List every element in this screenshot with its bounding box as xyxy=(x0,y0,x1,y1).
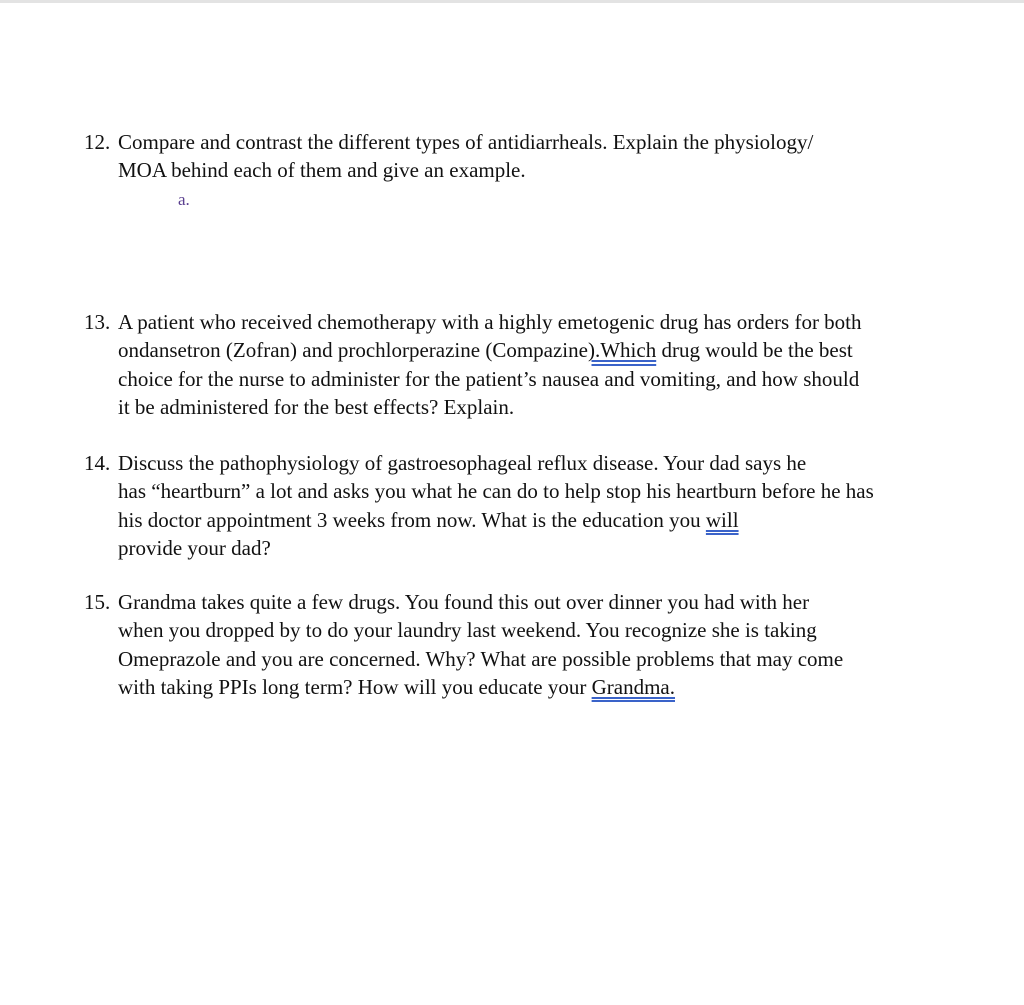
question-number: 15. xyxy=(84,590,111,614)
text-run: his doctor appointment 3 weeks from now. What is the education you xyxy=(118,507,706,532)
question-13 xyxy=(84,308,954,422)
question-number: 13. xyxy=(84,310,111,334)
question-line xyxy=(118,673,954,701)
question-line: choice for the nurse to administer for the patient’s nausea and vomiting, and how should xyxy=(118,366,860,391)
grammar-flagged-text[interactable]: will xyxy=(705,507,739,532)
question-line: it be administered for the best effects? Explain. xyxy=(118,395,515,420)
question-14 xyxy=(84,449,954,563)
question-line xyxy=(118,336,954,364)
question-15 xyxy=(84,588,954,702)
question-number: 14. xyxy=(84,451,111,475)
question-12 xyxy=(84,128,954,185)
question-text xyxy=(118,588,954,702)
question-line: Compare and contrast the different types of antidiarrheals. Explain the physiology/ xyxy=(118,130,814,154)
question-line: MOA behind each of them and give an example. xyxy=(118,158,526,183)
question-line: when you dropped by to do your laundry last weekend. You recognize she is taking xyxy=(118,618,817,643)
text-run: ondansetron (Zofran) and prochlorperazine (Compazine xyxy=(118,338,588,363)
question-line: A patient who received chemotherapy with a highly emetogenic drug has orders for both xyxy=(118,310,862,334)
grammar-flagged-text[interactable]: Grandma. xyxy=(591,675,675,700)
question-line: Grandma takes quite a few drugs. You found this out over dinner you had with her xyxy=(118,590,810,614)
text-run: with taking PPIs long term? How will you educate your xyxy=(118,675,592,700)
grammar-flagged-text[interactable]: ).Which xyxy=(587,338,657,363)
question-line: Omeprazole and you are concerned. Why? What are possible problems that may come xyxy=(118,646,844,671)
question-text xyxy=(118,308,954,422)
text-run: drug would be the best xyxy=(656,338,853,363)
question-line: provide your dad? xyxy=(118,536,271,561)
question-text xyxy=(118,449,954,563)
question-line: has “heartburn” a lot and asks you what he can do to help stop his heartburn before he has xyxy=(118,479,874,504)
sub-item-a: a. xyxy=(178,190,190,209)
question-text xyxy=(118,128,954,185)
question-line: Discuss the pathophysiology of gastroesophageal reflux disease. Your dad says he xyxy=(118,451,807,475)
question-line xyxy=(118,506,954,534)
question-number: 12. xyxy=(84,130,111,154)
